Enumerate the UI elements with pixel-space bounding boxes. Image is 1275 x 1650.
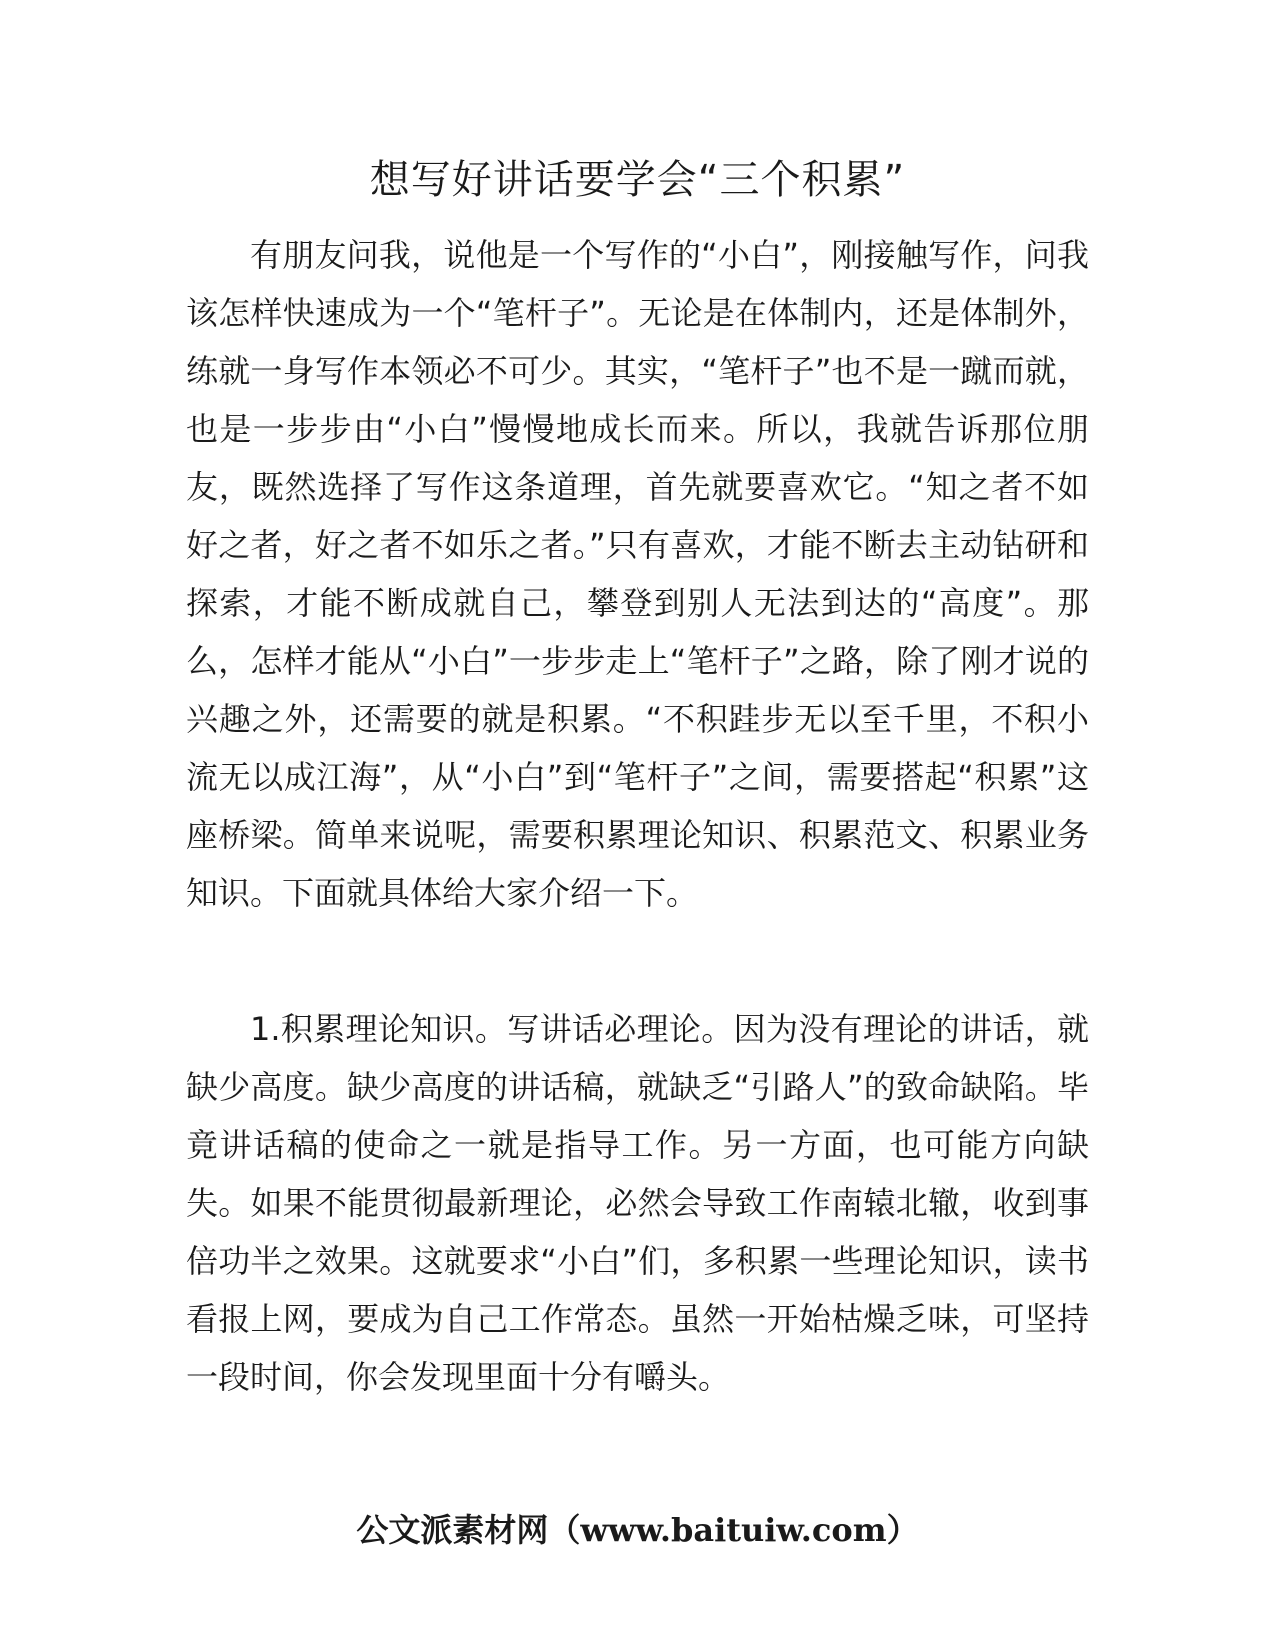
body-paragraph-intro: 有朋友问我，说他是一个写作的“小白”，刚接触写作，问我该怎样快速成为一个“笔杆子”。无论是在体制内，还是体制外，练就一身写作本领必不可少。其实，“笔杆子”也不是一蹴而就，也是一步步由“小白”慢慢地成长而来。所以，我就告诉那位朋友，既然选择了写作这条道理，首先就要喜欢它。“知之者不如好之者，好之者不如乐之者。”只有喜欢，才能不断去主动钻研和探索，才能不断成就自己，攀登到别人无法到达的“高度”。那么，怎样才能从“小白”一步步走上“笔杆子”之路，除了刚才说的兴趣之外，还需要的就是积累。“不积跬步无以至千里，不积小流无以成江海”，从“小白”到“笔杆子”之间，需要搭起“积累”这座桥梁。简单来说呢，需要积累理论知识、积累范文、积累业务知识。下面就具体给大家介绍一下。 — [186, 236, 1089, 912]
body-paragraph-theory: 1.积累理论知识。写讲话必理论。因为没有理论的讲话，就缺少高度。缺少高度的讲话稿，就缺乏“引路人”的致命缺陷。毕竟讲话稿的使命之一就是指导工作。另一方面，也可能方向缺失。如果不能贯彻最新理论，必然会导致工作南辕北辙，收到事倍功半之效果。这就要求“小白”们，多积累一些理论知识，读书看报上网，要成为自己工作常态。虽然一开始枯燥乏味，可坚持一段时间，你会发现里面十分有嚼头。 — [186, 1010, 1089, 1396]
page-footer-source: 公文派素材网（www.baituiw.com） — [356, 1511, 919, 1549]
document-title: 想写好讲话要学会“三个积累” — [369, 157, 906, 203]
